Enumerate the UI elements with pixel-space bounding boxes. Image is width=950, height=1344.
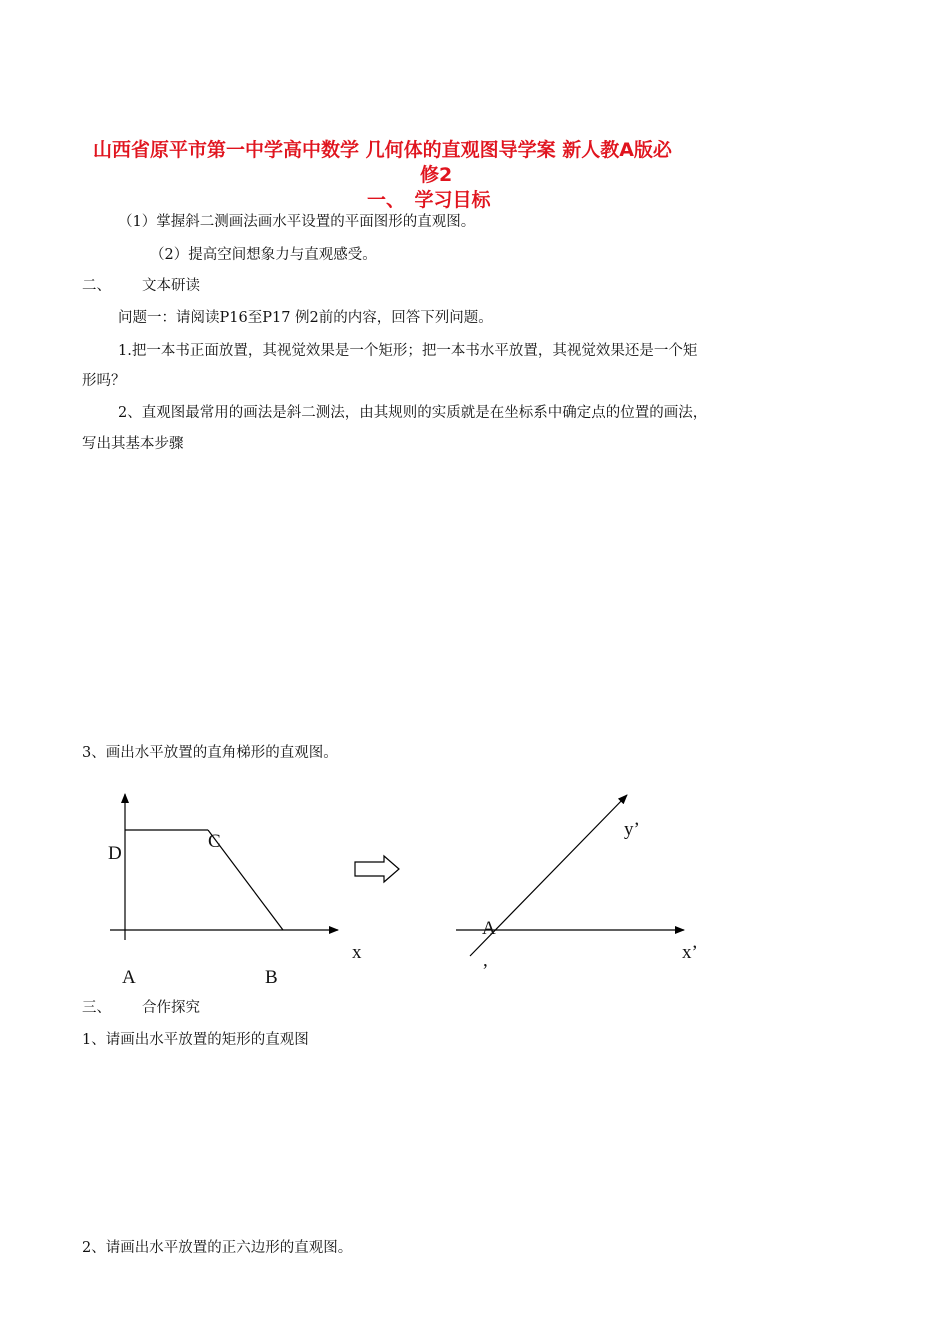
section2-heading-text: 文本研读 (142, 278, 200, 294)
exercise-1: 1、请画出水平放置的矩形的直观图 (82, 1032, 309, 1048)
section2-heading-num: 二、 (82, 278, 111, 294)
label-d: D (108, 843, 122, 864)
question-1-line2: 形吗？ (82, 373, 126, 389)
transform-arrow (355, 856, 399, 882)
label-c: C (208, 831, 221, 852)
label-x: x (352, 942, 362, 963)
section3-heading-text: 合作探究 (142, 1000, 200, 1016)
goal-2: （2）提高空间想象力与直观感受。 (150, 247, 377, 263)
section1-heading: 一、 学习目标 (367, 189, 491, 211)
question-intro: 问题一：请阅读P16至P17 例2前的内容，回答下列问题。 (118, 310, 493, 326)
label-a-prime-comma: , (483, 950, 488, 971)
exercise-2: 2、请画出水平放置的正六边形的直观图。 (82, 1240, 353, 1256)
label-a-prime: A (482, 918, 496, 939)
goal-1: （1）掌握斜二测画法画水平设置的平面图形的直观图。 (118, 214, 476, 230)
section3-heading-num: 三、 (82, 1000, 111, 1016)
document-title-line1: 山西省原平市第一中学高中数学 几何体的直观图导学案 新人教A版必 (93, 139, 672, 161)
question-2-line1: 2、直观图最常用的画法是斜二测法，由其规则的实质就是在坐标系中确定点的位置的画法， (118, 405, 708, 421)
question-1-line1: 1.把一本书正面放置，其视觉效果是一个矩形；把一本书水平放置，其视觉效果还是一个矩 (118, 343, 698, 359)
label-b: B (265, 967, 278, 988)
question-3: 3、画出水平放置的直角梯形的直观图。 (82, 745, 338, 761)
document-title-line2: 修2 (420, 164, 453, 186)
label-a: A (122, 967, 136, 988)
label-x-prime: x’ (682, 942, 698, 963)
question-2-line2: 写出其基本步骤 (82, 436, 184, 452)
label-y-prime: y’ (624, 819, 640, 840)
